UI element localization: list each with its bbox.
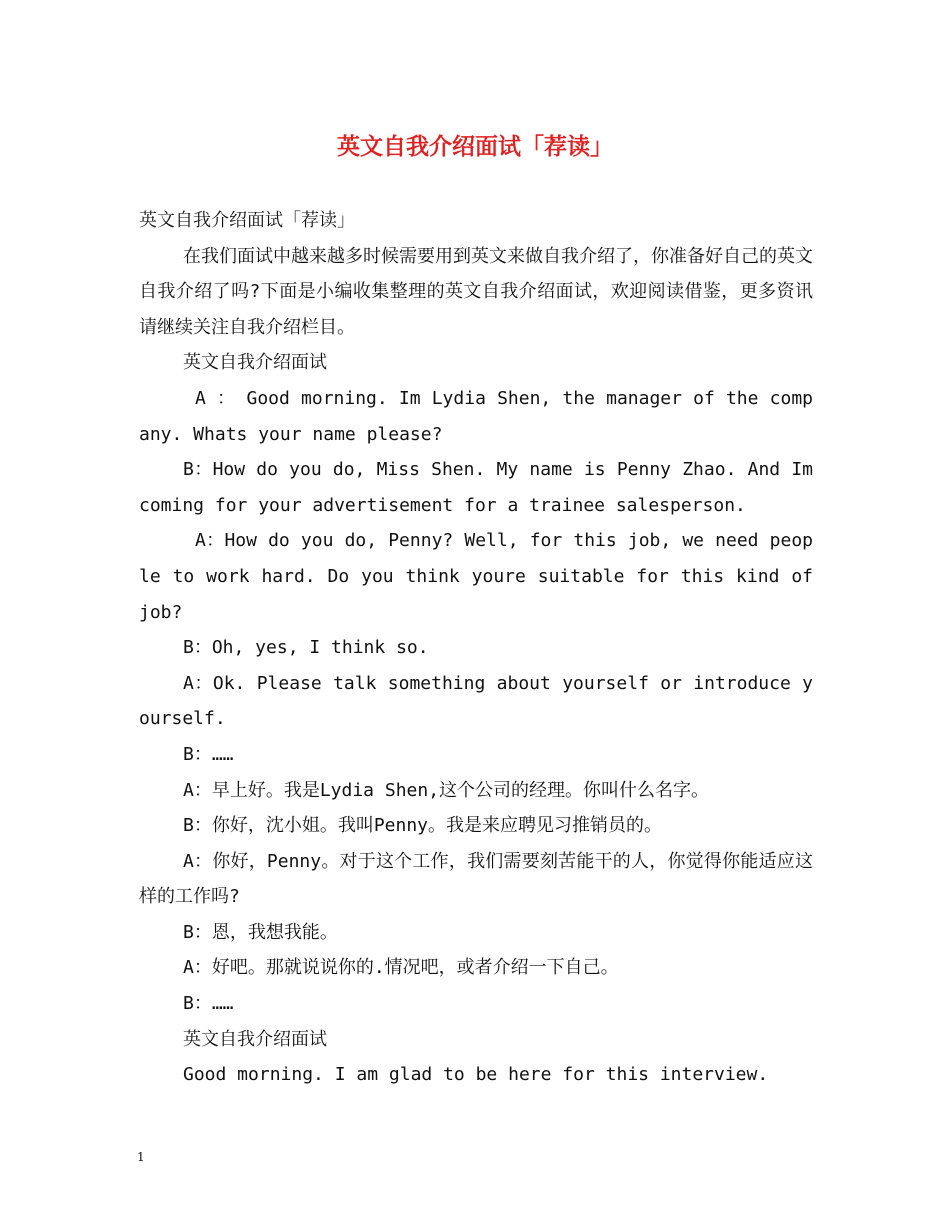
- dialogue-line: B：恩，我想我能。: [183, 921, 338, 943]
- section-heading: 英文自我介绍面试: [183, 1028, 327, 1050]
- dialogue-line: B：……: [183, 743, 234, 765]
- dialogue-line: A：好吧。那就说说你的.情况吧，或者介绍一下自己。: [183, 957, 619, 979]
- page-number: 1: [137, 1150, 145, 1164]
- dialogue-line: A：你好，Penny。对于这个工作，我们需要刻苦能干的人，你觉得你能适应这样的工作吗?: [139, 850, 813, 908]
- section-heading: 英文自我介绍面试: [183, 352, 327, 374]
- dialogue-line: B：Oh, yes, I think so.: [183, 637, 429, 659]
- dialogue-line: A ： Good morning. Im Lydia Shen, the manager of the company. Whats your name please?: [139, 387, 813, 445]
- document-title: 英文自我介绍面试「荐读」: [337, 133, 613, 160]
- dialogue-line: A：Ok. Please talk something about yourself or introduce yourself.: [139, 672, 813, 730]
- dialogue-line: B：你好，沈小姐。我叫Penny。我是来应聘见习推销员的。: [183, 815, 663, 837]
- dialogue-line: B：How do you do, Miss Shen. My name is Penny Zhao. And Im coming for your advertisement for a trainee salesperson.: [139, 459, 813, 516]
- paragraph-text: Good morning. I am glad to be here for this interview.: [183, 1064, 769, 1086]
- paragraph-intro: 在我们面试中越来越多时候需要用到英文来做自我介绍了，你准备好自己的英文自我介绍了吗?下面是小编收集整理的英文自我介绍面试，欢迎阅读借鉴，更多资讯请继续关注自我介绍栏目。: [139, 245, 813, 338]
- dialogue-line: A：早上好。我是Lydia Shen,这个公司的经理。你叫什么名字。: [183, 779, 710, 801]
- dialogue-line: B：……: [183, 993, 234, 1015]
- document-body: [139, 203, 813, 1093]
- dialogue-line: A：How do you do, Penny? Well, for this job, we need people to work hard. Do you think youre suitable for this kind of job?: [139, 530, 813, 623]
- paragraph-heading: 英文自我介绍面试「荐读」: [139, 210, 355, 231]
